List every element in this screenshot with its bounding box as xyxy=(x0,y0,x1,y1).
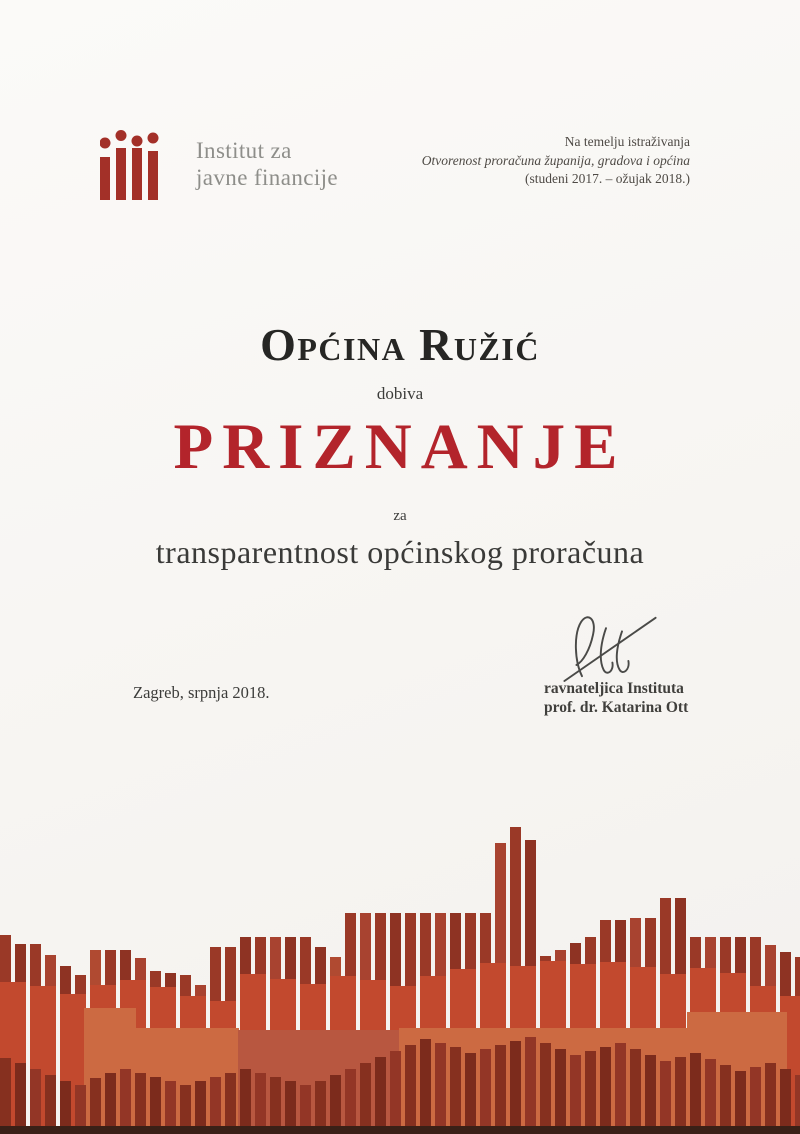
decoration-bar xyxy=(240,1069,251,1134)
decoration-bar xyxy=(600,1047,611,1134)
decoration-bar xyxy=(435,1043,446,1134)
decoration-bar xyxy=(540,1043,551,1134)
decoration-bar xyxy=(570,1055,581,1134)
signer-role: ravnateljica Instituta xyxy=(544,680,684,697)
decoration-bar xyxy=(375,1057,386,1134)
institute-name-line1: Institut za xyxy=(196,138,292,163)
decoration-bar xyxy=(120,1069,131,1134)
decoration-bar xyxy=(465,1053,476,1134)
decoration-bar xyxy=(645,1055,656,1134)
research-note-title: Otvorenost proračuna županija, gradova i općina xyxy=(421,152,690,168)
decoration-bar xyxy=(660,1061,671,1134)
decoration-bar xyxy=(585,1051,596,1134)
institute-name-line2: javne financije xyxy=(196,165,339,190)
decoration-bar xyxy=(0,1058,11,1134)
decoration-bar xyxy=(495,1045,506,1134)
decoration-bar xyxy=(345,1069,356,1134)
decoration-bar xyxy=(780,1069,791,1134)
signer-block xyxy=(544,679,688,717)
decoration-bar xyxy=(30,1069,41,1134)
decoration-bar xyxy=(690,1053,701,1134)
research-note xyxy=(422,133,690,189)
institute-name xyxy=(196,137,338,191)
decoration-bar xyxy=(255,1073,266,1134)
decoration-bar xyxy=(675,1057,686,1134)
decoration-bar xyxy=(630,1049,641,1134)
decoration-bar xyxy=(420,1039,431,1134)
bar-skyline-decoration xyxy=(0,820,800,1134)
decoration-bar xyxy=(360,1063,371,1134)
signer-name: prof. dr. Katarina Ott xyxy=(544,699,689,716)
award-title: PRIZNANJE xyxy=(173,411,627,483)
verb-dobiva: dobiva xyxy=(376,384,424,403)
research-note-period: (studeni 2017. – ožujak 2018.) xyxy=(525,171,690,186)
preposition-za: za xyxy=(393,508,407,524)
decoration-bar xyxy=(750,1067,761,1134)
decoration-bar xyxy=(555,1049,566,1134)
decoration-bar xyxy=(450,1047,461,1134)
place-date: Zagreb, srpnja 2018. xyxy=(133,683,270,702)
decoration-bar xyxy=(705,1059,716,1134)
decoration-bar xyxy=(765,1063,776,1134)
decoration-bar xyxy=(735,1071,746,1134)
decoration-bar xyxy=(510,1041,521,1134)
decoration-bar xyxy=(405,1045,416,1134)
decoration-bar xyxy=(615,1043,626,1134)
decoration-bar xyxy=(480,1049,491,1134)
decoration-bar xyxy=(135,1073,146,1134)
award-subject: transparentnost općinskog proračuna xyxy=(155,534,645,570)
research-note-line1: Na temelju istraživanja xyxy=(564,134,690,149)
decoration-bar xyxy=(105,1073,116,1134)
recipient-name: Općina Ružić xyxy=(260,319,540,370)
decoration-bar xyxy=(0,1126,800,1134)
decoration-bar xyxy=(15,1063,26,1134)
decoration-bar xyxy=(720,1065,731,1134)
decoration-bar xyxy=(525,1037,536,1134)
decoration-bar xyxy=(225,1073,236,1134)
institute-logo-icon xyxy=(100,130,168,200)
signature xyxy=(558,612,662,686)
decoration-bar xyxy=(390,1051,401,1134)
